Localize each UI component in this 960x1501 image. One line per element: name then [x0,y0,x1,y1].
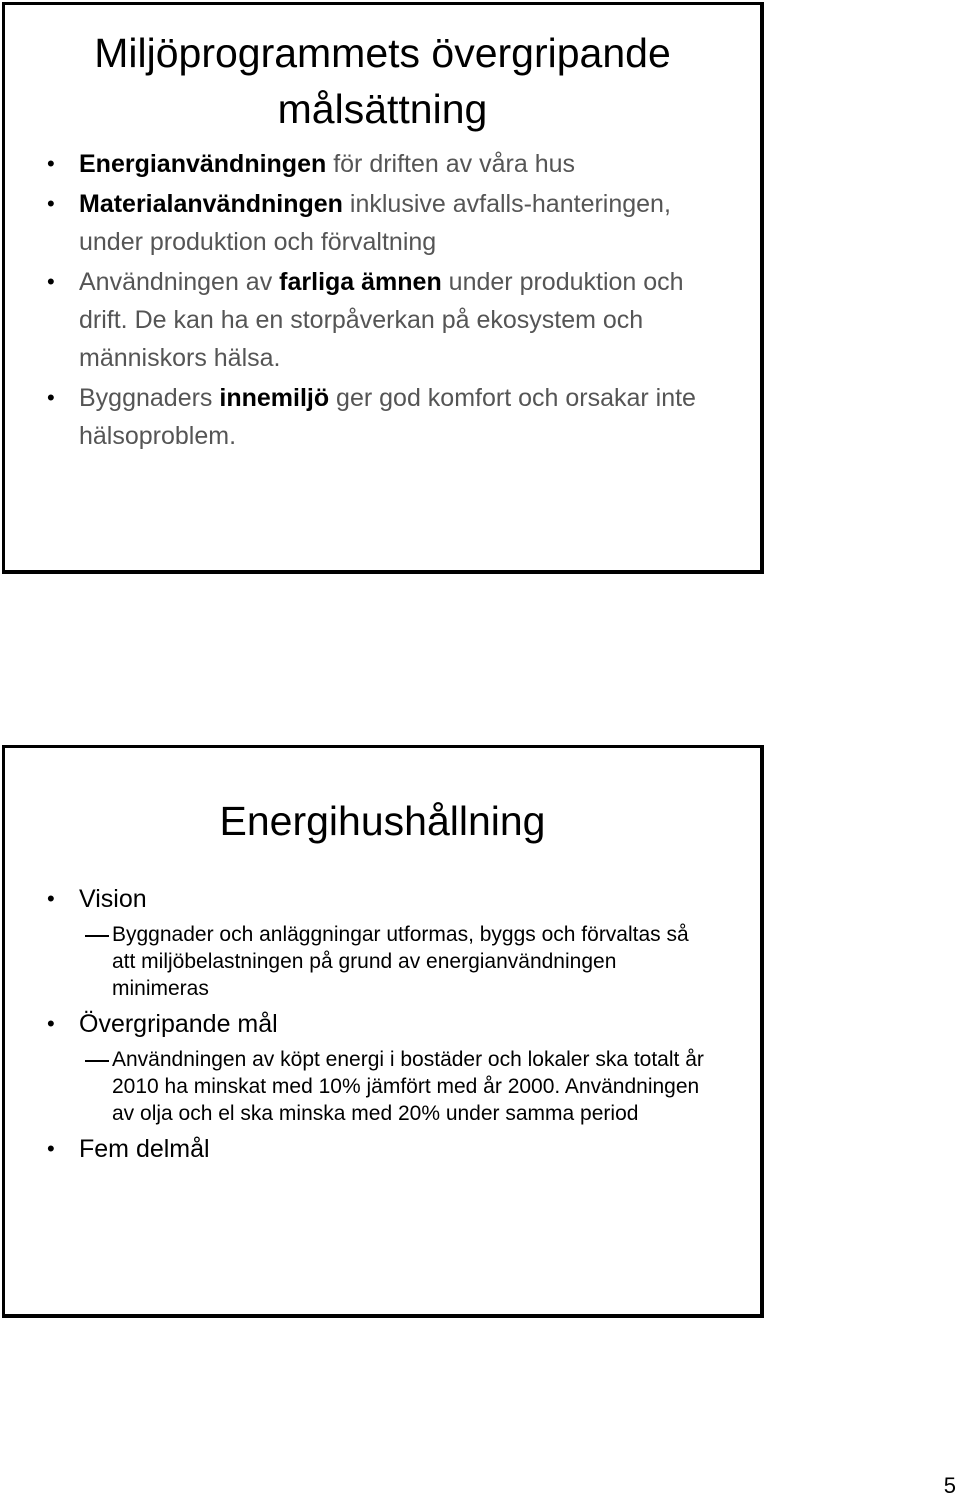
bullet-energy-use [5,145,705,183]
slide-2-title-text: Energihushållning [219,798,546,844]
slide-1-title [5,25,760,137]
bullet-keyword: innemiljö [219,384,330,412]
bullet-text: för driften av våra hus [326,150,575,178]
slide-2-title [5,794,760,848]
slide-1 [2,2,764,574]
bullet-text: inklusive avfalls-hanteringen, under produktion och förvaltning [79,190,671,256]
bullet-material-use [5,185,705,261]
bullet-text: Användningen av [79,268,280,296]
bullet-indoor-environment [5,379,705,455]
bullet-subgoals: • Fem delmål [5,1130,765,1168]
slide-2-bullet-list [5,880,765,1168]
slide-1-bullet-list [5,145,705,457]
bullet-vision: • Vision [5,880,765,918]
bullet-text: Byggnaders [79,384,220,412]
bullet-keyword: farliga ämnen [279,268,442,296]
slide-1-title-line: Miljöprogrammets övergripande målsättning [94,30,671,132]
bullet-overall-goal: • Övergripande mål [5,1005,765,1043]
bullet-text: ger god komfort och orsakar inte hälsoproblem. [79,384,696,450]
sub-bullet-vision-text: Byggnader och anläggningar utformas, byggs och förvaltas så att miljöbelastningen på grund av energianvändningen minimeras [5,921,712,1002]
page-number: 5 [943,1473,956,1498]
slide-2 [2,745,764,1318]
bullet-keyword: Materialanvändningen [79,190,343,218]
bullet-keyword: Energianvändningen [79,150,327,178]
bullet-text: under produktion och drift. De kan ha en storpåverkan på ekosystem och människors hälsa. [79,268,684,372]
sub-bullet-goal-text: Användningen av köpt energi i bostäder och lokaler ska totalt år 2010 ha minskat med 10% jämfört med år 2000. Användningen av olja och el ska minska med 20% under samma period [5,1046,712,1127]
bullet-hazardous-substances [5,263,705,377]
